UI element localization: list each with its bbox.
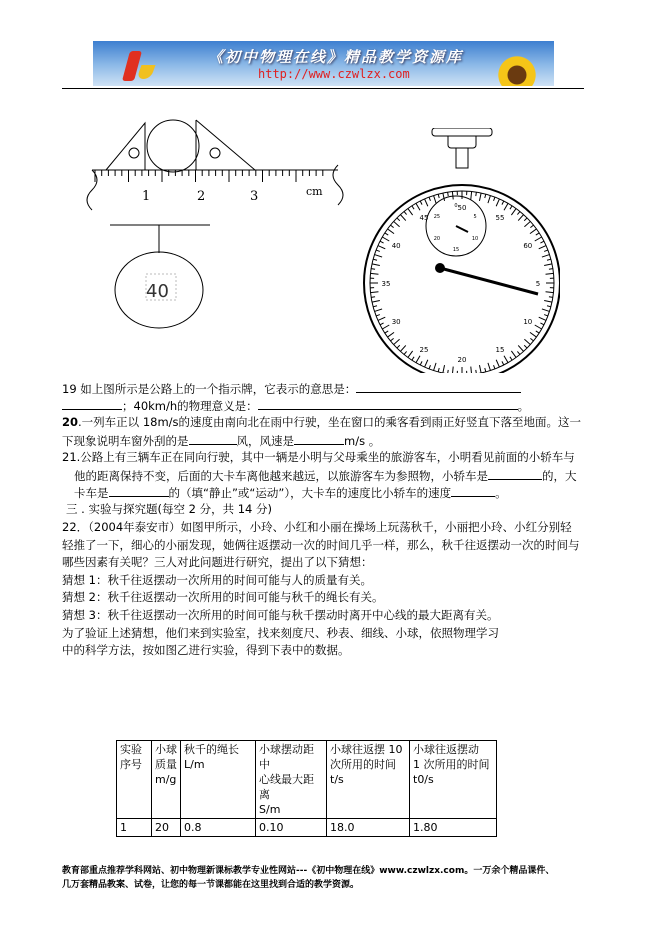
banner-title: 《初中物理在线》精品教学资源库 <box>208 48 464 66</box>
dial-tick <box>530 225 533 228</box>
dial-tick <box>448 192 449 196</box>
sunflower-icon <box>493 56 541 86</box>
q20-unit: m/s 。 <box>344 434 381 448</box>
q21-line3 <box>74 484 507 501</box>
dial-tick <box>530 338 533 341</box>
q19-end: 。 <box>517 399 530 413</box>
q20-line1 <box>62 414 581 430</box>
table-header-cell <box>117 741 152 819</box>
q21-end: 。 <box>495 486 507 500</box>
dial-tick <box>504 356 508 363</box>
dial-tick <box>452 367 453 373</box>
dial-tick <box>391 338 394 341</box>
dial-tick <box>504 203 508 210</box>
table-header-cell <box>327 741 410 819</box>
table-header-cell <box>410 741 497 819</box>
dial-tick <box>547 306 551 307</box>
dial-tick <box>371 269 375 270</box>
dial-tick <box>476 370 477 373</box>
dial-tick <box>476 192 477 196</box>
dial-tick <box>549 297 553 298</box>
dial-tick <box>544 300 552 302</box>
dial-tick <box>452 192 453 200</box>
dial-tick <box>404 212 407 215</box>
q22-line: 猜想 1：秋千往返摆动一次所用的时间可能与人的质量有关。 <box>62 572 372 587</box>
dial-tick <box>488 363 490 371</box>
dial-tick <box>380 323 384 325</box>
dial-tick <box>388 332 394 337</box>
data-table <box>116 740 497 837</box>
dial-tick <box>425 360 428 367</box>
table-header-row <box>117 741 497 819</box>
q20-blank-1[interactable] <box>189 432 237 445</box>
dial-tick <box>511 351 516 357</box>
q22-line: 猜想 3：秋千往返摆动一次所用的时间可能与秋千摆动时离开中心线的最大距离有关。 <box>62 608 499 622</box>
header-text: 质量 <box>155 758 177 771</box>
ruler-unit: cm <box>306 185 323 198</box>
inner-dial-label: 25 <box>433 214 441 220</box>
dial-tick <box>536 331 539 333</box>
header-text: 1 次所用的时间 <box>413 758 490 771</box>
inner-dial-label: 0 <box>454 203 458 209</box>
header-text: 小球 <box>155 743 177 756</box>
dial-tick <box>371 297 375 298</box>
header-text: t/s <box>330 773 344 786</box>
dial-tick <box>391 225 394 228</box>
header-text: m/g <box>155 773 177 786</box>
dial-tick <box>382 325 389 329</box>
q20-blank-2[interactable] <box>294 432 344 445</box>
ruler-label-1: 1 <box>142 189 151 204</box>
dial-tick <box>371 292 379 293</box>
dial-tick <box>479 365 481 373</box>
footer-line-1: 教育部重点推荐学科网站、初中物理新课标教学专业性网站---《初中物理在线》www.czwlzx.com。一万余个精品课件、 <box>62 866 555 876</box>
header-text: S/m <box>259 803 281 816</box>
dial-tick <box>544 264 552 266</box>
dial-tick <box>397 218 400 221</box>
dial-label: 25 <box>419 345 429 354</box>
inner-dial-label: 5 <box>473 214 477 220</box>
dial-tick <box>375 255 383 257</box>
dial-tick <box>535 237 542 241</box>
q21-blank-2[interactable] <box>109 484 169 497</box>
dial-tick <box>416 356 420 363</box>
dial-tick <box>412 206 414 209</box>
q20-text-c: 风，风速是 <box>236 434 294 448</box>
dial-tick <box>373 306 377 307</box>
section-3-heading: 三 . 实验与探究题(每空 2 分，共 14 分) <box>66 502 273 516</box>
dial-tick <box>494 197 495 201</box>
dial-tick <box>378 246 385 249</box>
table-cell: 0.10 <box>256 819 327 837</box>
dial-tick <box>511 209 516 215</box>
q22-line: 22．（2004年泰安市）如图甲所示，小玲、小红和小丽在操场上玩荡秋千，小丽把小玲、小红分别轻 <box>62 520 572 534</box>
dial-label: 60 <box>523 242 533 250</box>
dial-tick <box>443 365 445 373</box>
footer <box>62 864 602 892</box>
dial-tick <box>496 360 499 367</box>
dial-tick <box>517 351 520 354</box>
q21-line1: 21.公路上有三辆车正在同向行驶，其中一辆是小明与父母乘坐的旅游客车，小明看见前面的小轿车与 <box>62 450 575 464</box>
dial-tick <box>394 339 400 344</box>
logo-icon-accent <box>136 65 155 79</box>
stopwatch-figure <box>360 128 560 373</box>
header-text: 心线最大距离 <box>259 773 314 801</box>
dial-label: 10 <box>523 318 533 326</box>
table-cell: 18.0 <box>327 819 410 837</box>
dial-tick <box>429 365 430 369</box>
q21-blank-3[interactable] <box>451 484 495 497</box>
q19-blank-1[interactable] <box>356 380 521 393</box>
dial-tick <box>539 246 546 249</box>
dial-label: 55 <box>495 214 505 223</box>
q20-text: .一列车正以 18m/s的速度由南向北在雨中行驶，坐在窗口的乘客看到雨正好竖直下落至地面。这一 <box>78 415 582 429</box>
dial-tick <box>385 331 388 333</box>
dial-tick <box>388 229 394 234</box>
dial-tick <box>448 370 449 373</box>
dial-label: 5 <box>535 280 541 288</box>
dial-tick <box>496 199 499 206</box>
header-text: 序号 <box>120 758 142 771</box>
dial-tick <box>412 357 414 360</box>
ruler-label-2: 2 <box>197 189 206 204</box>
dial-tick <box>539 317 546 320</box>
q20-line2 <box>62 432 380 449</box>
inner-dial-label: 10 <box>471 236 479 242</box>
q20-number: 20 <box>62 415 79 429</box>
dial-tick <box>394 221 400 226</box>
header-text: 实验 <box>120 743 142 756</box>
dial-tick <box>547 259 551 260</box>
table-cell: 0.8 <box>181 819 256 837</box>
dial-tick <box>485 194 486 198</box>
dial-tick <box>378 317 385 320</box>
dial-label: 50 <box>457 204 467 212</box>
q19-line2 <box>62 397 529 414</box>
dial-tick <box>524 339 530 344</box>
dial-tick <box>524 218 527 221</box>
header-text: 小球摆动距中 <box>259 743 314 771</box>
q22-line: 为了验证上述猜想，他们来到实验室，找来刻度尺、秒表、细线、小球，依照物理学习 <box>62 625 499 640</box>
dial-tick <box>549 269 553 270</box>
dial-tick <box>397 345 400 348</box>
dial-tick <box>375 309 383 311</box>
dial-tick <box>494 365 495 369</box>
dial-tick <box>546 292 554 293</box>
dial-tick <box>540 323 544 325</box>
site-banner <box>93 41 554 86</box>
dial-tick <box>502 361 504 365</box>
dial-tick <box>376 315 380 316</box>
dial-tick <box>376 250 380 251</box>
q22-line: 轻推了一下，细心的小丽发现，她俩往返摆动一次的时间几乎一样，那么，秋千往返摆动一次的时间与 <box>62 537 580 552</box>
inner-dial-label: 20 <box>433 236 441 242</box>
dial-tick <box>535 325 542 329</box>
dial-tick <box>372 300 380 302</box>
dial-label: 30 <box>391 318 401 326</box>
header-text: 小球往返摆 10 <box>330 743 403 756</box>
dial-tick <box>546 273 554 274</box>
dial-label: 15 <box>495 345 505 354</box>
header-text: 小球往返摆动 <box>413 743 479 756</box>
q21-text-d: 卡车是 <box>74 486 109 500</box>
dial-tick <box>530 229 536 234</box>
q21-line2 <box>74 467 577 484</box>
header-divider <box>62 88 584 89</box>
dial-tick <box>518 345 523 351</box>
dial-label: 45 <box>419 214 429 223</box>
inner-dial-label: 15 <box>452 247 460 253</box>
dial-tick <box>404 351 407 354</box>
dial-tick <box>510 206 512 209</box>
table-header-cell <box>256 741 327 819</box>
table-cell: 1 <box>117 819 152 837</box>
q19-text-b: ；40km/h的物理意义是： <box>122 399 258 413</box>
dial-tick <box>416 203 420 210</box>
dial-tick <box>530 332 536 337</box>
dial-tick <box>536 233 539 235</box>
dial-tick <box>471 192 472 200</box>
ruler-label-3: 3 <box>250 189 259 204</box>
dial-tick <box>400 345 405 351</box>
q22-line: 哪些因素有关呢？三人对此问题进行研究，提出了以下猜想： <box>62 555 373 570</box>
dial-tick <box>434 196 436 204</box>
dial-tick <box>408 351 413 357</box>
dial-tick <box>542 309 550 311</box>
dial-tick <box>434 363 436 371</box>
dial-tick <box>425 199 428 206</box>
speed-sign-value: 40 <box>146 281 169 302</box>
q19-text: 19 如上图所示是公路上的一个指示牌，它表示的意思是： <box>62 382 357 396</box>
q20-text-b: 下现象说明车窗外刮的是 <box>62 434 189 448</box>
table-row <box>117 819 497 837</box>
dial-tick <box>479 193 481 201</box>
footer-line-2: 几万套精品教案、试卷，让您的每一节课都能在这里找到合适的教学资源。 <box>62 880 360 890</box>
dial-tick <box>471 367 472 373</box>
ruler-figure <box>80 100 350 330</box>
dial-tick <box>373 259 377 260</box>
header-text: L/m <box>184 758 205 771</box>
dial-tick <box>524 221 530 226</box>
dial-tick <box>518 215 523 221</box>
dial-label: 40 <box>391 242 401 250</box>
dial-tick <box>438 194 439 198</box>
dial-tick <box>517 212 520 215</box>
dial-tick <box>524 345 527 348</box>
table-cell: 1.80 <box>410 819 497 837</box>
dial-tick <box>420 361 422 365</box>
dial-tick <box>443 193 445 201</box>
dial-tick <box>371 273 379 274</box>
q22-line: 猜想 2：秋千往返摆动一次所用的时间可能与秋千的绳长有关。 <box>62 590 384 605</box>
q19-blank-2[interactable] <box>258 397 518 410</box>
dial-label: 35 <box>381 280 391 288</box>
q21-text-c: 的，大 <box>542 469 577 483</box>
dial-tick <box>510 357 512 360</box>
q19-blank-1-cont[interactable] <box>62 397 122 410</box>
dial-tick <box>544 315 548 316</box>
q21-text-b: 他的距离保持不变，后面的大卡车离他越来越远，以旅游客车为参照物，小轿车是 <box>74 469 488 483</box>
header-text: 秋千的绳长 <box>184 743 239 756</box>
q22-line: 中的科学方法，按如图乙进行实验，得到下表中的数据。 <box>62 643 350 658</box>
dial-tick <box>400 215 405 221</box>
dial-tick <box>429 197 430 201</box>
dial-tick <box>502 201 504 205</box>
dial-tick <box>380 241 384 243</box>
dial-label: 20 <box>457 356 467 364</box>
header-text: t0/s <box>413 773 434 786</box>
dial-tick <box>438 368 439 372</box>
dial-tick <box>420 201 422 205</box>
dial-tick <box>382 237 389 241</box>
dial-tick <box>488 196 490 204</box>
dial-tick <box>544 250 548 251</box>
dial-tick <box>540 241 544 243</box>
q21-text-e: 的（填“静止”或“运动”），大卡车的速度比小轿车的速度 <box>168 486 452 500</box>
header-text: 次所用的时间 <box>330 758 396 771</box>
dial-tick <box>408 209 413 215</box>
table-cell: 20 <box>152 819 181 837</box>
dial-tick <box>372 264 380 266</box>
q19-line1 <box>62 380 521 397</box>
table-header-cell <box>152 741 181 819</box>
dial-tick <box>385 233 388 235</box>
dial-tick <box>485 368 486 372</box>
dial-tick <box>542 255 550 257</box>
banner-url[interactable]: http://www.czwlzx.com <box>258 67 410 81</box>
q21-blank-1[interactable] <box>488 467 542 480</box>
table-header-cell <box>181 741 256 819</box>
